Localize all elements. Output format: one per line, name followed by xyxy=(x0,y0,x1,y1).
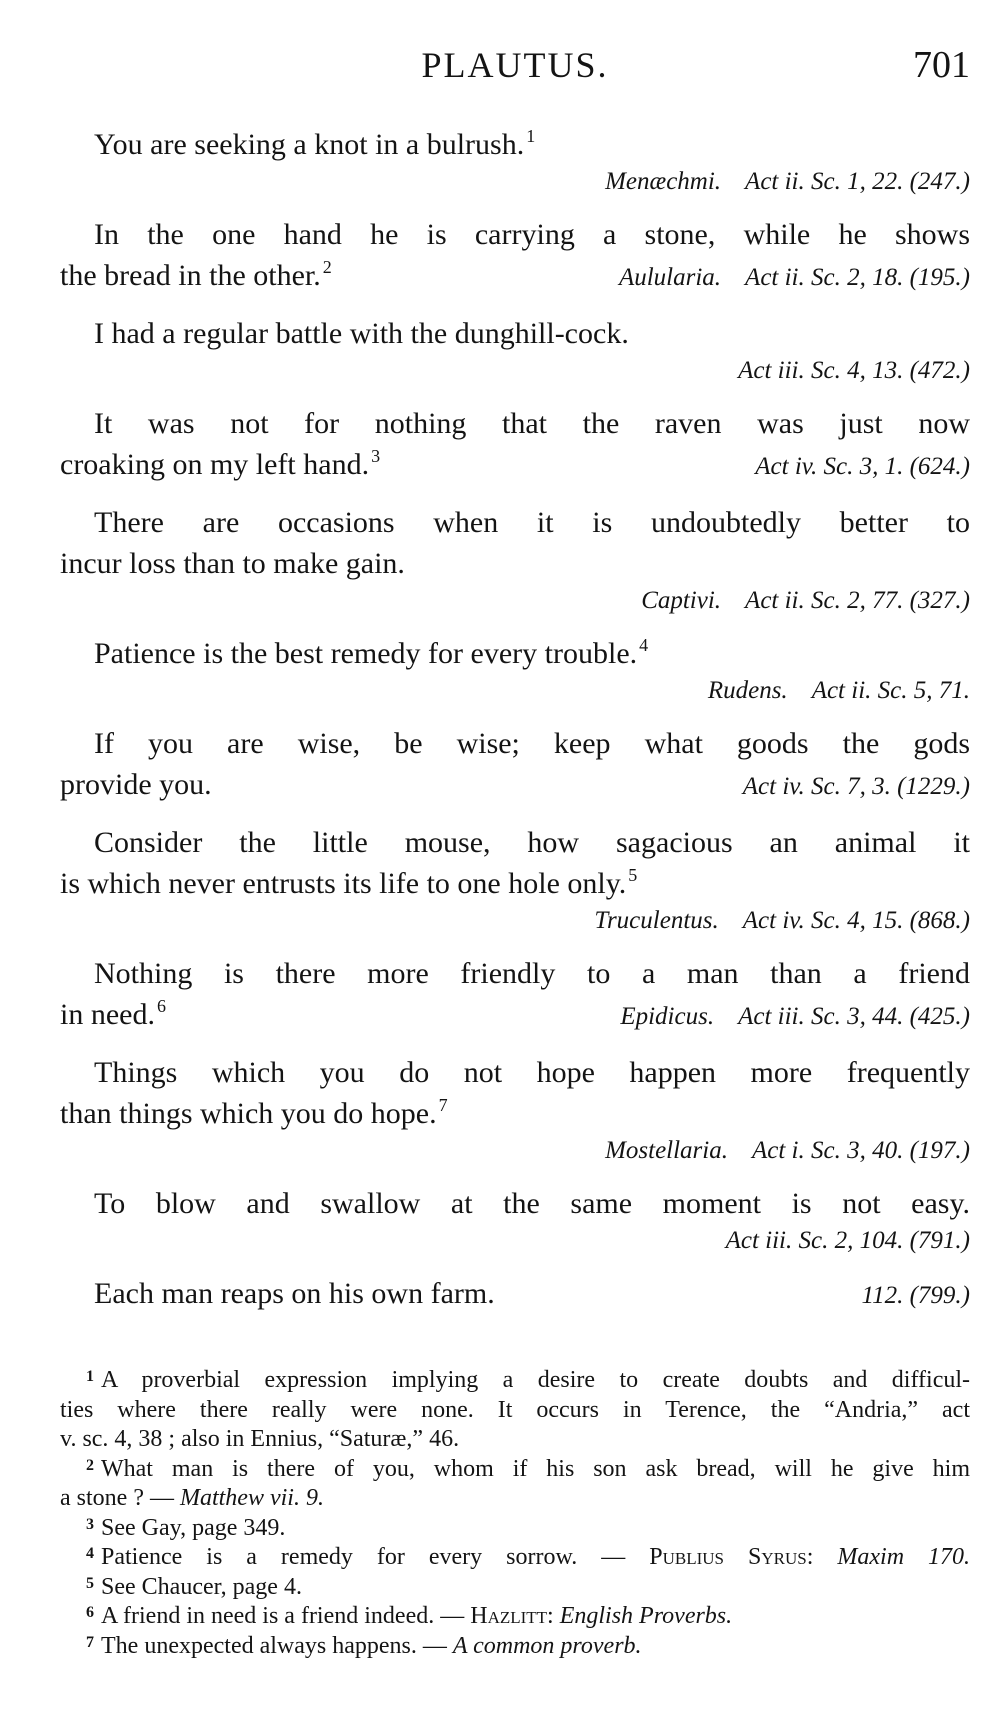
footnote-number: 4 xyxy=(86,1545,94,1562)
footnote-marker: 6 xyxy=(156,996,166,1016)
attribution-ref: Act i. Sc. 3, 40. (197.) xyxy=(751,1137,970,1164)
footnote-author: Hazlitt: xyxy=(470,1603,554,1629)
attribution-source: Truculentus. xyxy=(594,907,719,934)
quote-attribution xyxy=(619,257,970,298)
footnote-text: Patience is a remedy for every sorrow. — xyxy=(101,1544,626,1570)
quote xyxy=(60,313,970,388)
quote-text: You are seeking a knot in a bulrush. xyxy=(94,128,525,161)
footnote xyxy=(60,1543,970,1573)
attribution-ref: Act iii. Sc. 3, 44. (425.) xyxy=(738,1003,970,1030)
attribution-ref: Act ii. Sc. 2, 77. (327.) xyxy=(745,587,970,614)
footnote-line: v. sc. 4, 38 ; also in Ennius, “Saturæ,” 46. xyxy=(60,1426,460,1452)
quote xyxy=(60,723,970,807)
quote-attribution xyxy=(755,446,970,487)
footnote-line xyxy=(60,1455,970,1485)
quote-line: Things which you do not hope happen more frequently xyxy=(94,1056,970,1089)
footnote-text: What man is there of you, whom if his son ask bread, will he give him xyxy=(101,1455,970,1482)
quote-attribution xyxy=(60,354,970,388)
footnote-citation: Maxim 170. xyxy=(837,1544,971,1570)
attribution-ref: Act iv. Sc. 7, 3. (1229.) xyxy=(742,773,970,800)
quotes-section xyxy=(60,124,970,1316)
quote-line xyxy=(60,633,970,674)
attribution-source: Menæchmi. xyxy=(605,168,722,195)
page-number: 701 xyxy=(913,44,970,86)
footnote-marker: 5 xyxy=(628,865,638,885)
quote-text: Patience is the best remedy for every trouble. xyxy=(94,637,638,670)
quote-line: Nothing is there more friendly to a man than a friend xyxy=(94,957,970,990)
quote-line: To blow and swallow at the same moment is not easy. xyxy=(94,1187,970,1220)
quote-line xyxy=(60,863,970,904)
quote-attribution xyxy=(861,1275,970,1316)
running-head xyxy=(60,44,970,86)
footnote-number: 6 xyxy=(86,1604,94,1621)
attribution-source: Epidicus. xyxy=(620,1003,715,1030)
attribution-source: Aulularia. xyxy=(618,264,722,291)
footnote xyxy=(60,1514,970,1544)
quote-text xyxy=(60,994,166,1035)
quote xyxy=(60,1273,970,1316)
quote-line: There are occasions when it is undoubtedly better to xyxy=(94,506,970,539)
quote-attribution xyxy=(60,1224,970,1258)
footnote-text: The unexpected always happens. — xyxy=(101,1632,447,1659)
quote-line: In the one hand he is carrying a stone, while he shows xyxy=(94,218,970,251)
footnote-line: ties where there really were none. It occurs in Terence, the “Andria,” act xyxy=(60,1396,970,1423)
footnote-text: A proverbial expression implying a desire to create doubts and difficul- xyxy=(101,1367,970,1393)
quote-attribution xyxy=(743,766,970,807)
attribution-ref: 112. (799.) xyxy=(861,1282,970,1309)
footnote-line xyxy=(60,1573,970,1603)
quote-text: is which never entrusts its life to one hole only. xyxy=(60,867,627,900)
attribution-ref: Act ii. Sc. 5, 71. xyxy=(811,677,970,704)
quote-text xyxy=(60,444,380,485)
quote xyxy=(60,1052,970,1168)
quote-line xyxy=(60,1273,970,1316)
footnote-citation: Matthew vii. 9. xyxy=(179,1485,324,1511)
quote-attribution xyxy=(60,904,970,938)
quote-text: croaking on my left hand. xyxy=(60,448,370,481)
footnote-citation: A common proverb. xyxy=(452,1632,642,1659)
footnote-line xyxy=(60,1602,970,1632)
footnote-marker: 3 xyxy=(371,446,381,466)
quote-line xyxy=(60,444,970,487)
footnote xyxy=(60,1455,970,1514)
footnote-text: See Chaucer, page 4. xyxy=(101,1573,302,1600)
quote-attribution xyxy=(60,1134,970,1168)
footnote-marker: 7 xyxy=(438,1095,448,1115)
footnote-marker: 2 xyxy=(322,257,332,277)
footnote-text: See Gay, page 349. xyxy=(101,1514,286,1541)
footnote-number: 5 xyxy=(86,1574,94,1592)
quote xyxy=(60,1183,970,1258)
footnote-marker: 4 xyxy=(639,635,649,655)
quote-text: the bread in the other. xyxy=(60,259,321,292)
quote-line xyxy=(60,1093,970,1134)
quote-line: It was not for nothing that the raven was just now xyxy=(94,407,970,440)
quote-line: Consider the little mouse, how sagacious an animal it xyxy=(94,826,970,859)
quote-text: provide you. xyxy=(60,768,212,801)
quote-line: incur loss than to make gain. xyxy=(60,547,405,580)
quote xyxy=(60,502,970,618)
footnote-author: Publius Syrus: xyxy=(649,1544,814,1570)
attribution-ref: Act iii. Sc. 4, 13. (472.) xyxy=(738,357,970,384)
quote xyxy=(60,403,970,487)
quote-line xyxy=(60,994,970,1037)
footnote-number: 2 xyxy=(86,1456,94,1474)
footnote-line xyxy=(60,1366,970,1396)
footnote-marker: 1 xyxy=(526,126,536,146)
quote-attribution xyxy=(60,674,970,708)
footnote-number: 1 xyxy=(86,1368,94,1385)
footnote xyxy=(60,1573,970,1603)
quote xyxy=(60,633,970,708)
quote xyxy=(60,214,970,298)
quote-text: than things which you do hope. xyxy=(60,1097,437,1130)
quote-line: I had a regular battle with the dunghill-cock. xyxy=(94,317,629,350)
attribution-ref: Act iii. Sc. 2, 104. (791.) xyxy=(725,1227,970,1254)
footnote-line xyxy=(60,1484,970,1514)
attribution-source: Rudens. xyxy=(707,677,788,704)
quote xyxy=(60,822,970,938)
footnote-number: 7 xyxy=(86,1633,94,1651)
footnote-line xyxy=(60,1632,970,1662)
footnote-citation: English Proverbs. xyxy=(559,1603,733,1629)
footnote xyxy=(60,1366,970,1455)
attribution-ref: Act ii. Sc. 2, 18. (195.) xyxy=(745,264,970,291)
quote-line xyxy=(60,124,970,165)
quote xyxy=(60,124,970,199)
quote-attribution xyxy=(60,584,970,618)
footnote xyxy=(60,1602,970,1632)
quote xyxy=(60,953,970,1037)
quote-attribution xyxy=(60,165,970,199)
quote-line: If you are wise, be wise; keep what goods the gods xyxy=(94,727,970,760)
footnote-number: 3 xyxy=(86,1515,94,1533)
footnote-line xyxy=(60,1514,970,1544)
attribution-source: Captivi. xyxy=(641,587,722,614)
quote-text: in need. xyxy=(60,998,155,1031)
footnote-line xyxy=(60,1543,970,1573)
quote-line xyxy=(60,255,970,298)
footnotes-section xyxy=(60,1366,970,1661)
quote-text: Each man reaps on his own farm. xyxy=(94,1277,495,1310)
page-title: PLAUTUS. xyxy=(421,45,609,85)
footnote xyxy=(60,1632,970,1662)
footnote-text: a stone ? — xyxy=(60,1485,174,1511)
quote-text xyxy=(60,255,332,296)
quote-line xyxy=(60,764,970,807)
attribution-ref: Act ii. Sc. 1, 22. (247.) xyxy=(745,168,970,195)
footnote-text: A friend in need is a friend indeed. — xyxy=(101,1603,465,1629)
attribution-ref: Act iv. Sc. 4, 15. (868.) xyxy=(742,907,970,934)
attribution-ref: Act iv. Sc. 3, 1. (624.) xyxy=(755,453,970,480)
quote-attribution xyxy=(620,996,970,1037)
attribution-source: Mostellaria. xyxy=(605,1137,728,1164)
